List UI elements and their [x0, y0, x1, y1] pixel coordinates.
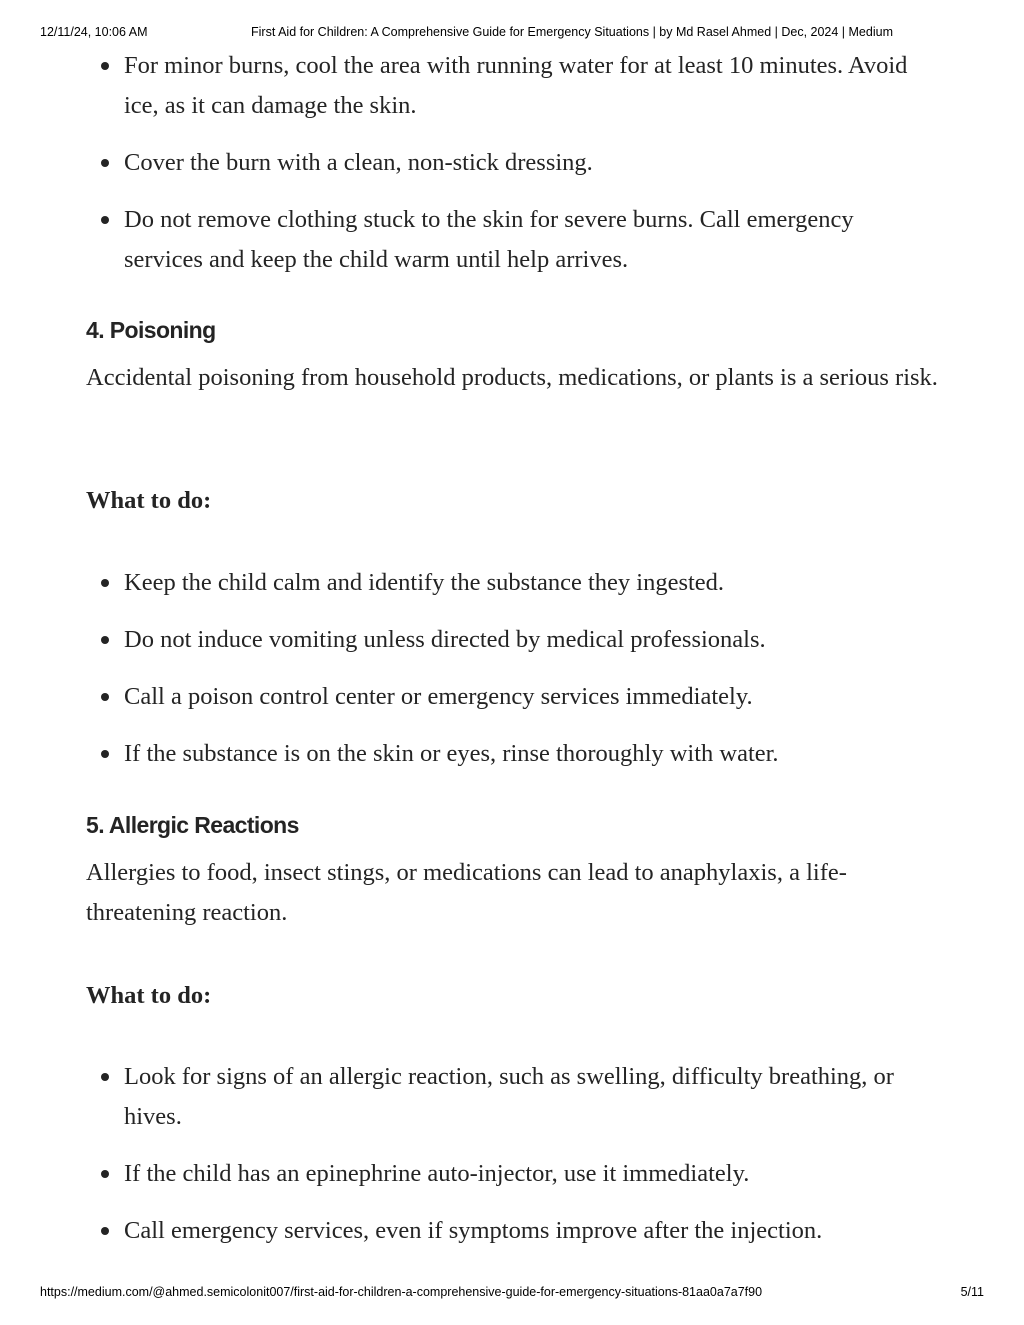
- bullet-icon: [101, 1227, 109, 1235]
- list-item-text: Look for signs of an allergic reaction, such as swelling, difficulty breathing, or hives.: [124, 1063, 894, 1130]
- bullet-icon: [101, 750, 109, 758]
- bullet-icon: [101, 579, 109, 587]
- list-item-text: Keep the child calm and identify the substance they ingested.: [124, 569, 725, 596]
- list-item-text: If the substance is on the skin or eyes, rinse thoroughly with water.: [124, 740, 779, 767]
- poisoning-intro: Accidental poisoning from household products, medications, or plants is a serious risk.: [86, 364, 938, 391]
- bullet-icon: [101, 62, 109, 70]
- list-item-text: Do not induce vomiting unless directed by medical professionals.: [124, 626, 766, 653]
- allergic-intro: Allergies to food, insect stings, or medications can lead to anaphylaxis, a life-threatening reaction.: [86, 859, 847, 926]
- list-item-text: If the child has an epinephrine auto-injector, use it immediately.: [124, 1160, 750, 1187]
- bullet-icon: [101, 636, 109, 644]
- poisoning-what-to-do: What to do:: [86, 487, 212, 514]
- print-footer: [0, 1285, 1024, 1301]
- bullet-icon: [101, 693, 109, 701]
- list-item-text: Call a poison control center or emergency services immediately.: [124, 683, 753, 710]
- print-header: [0, 25, 1024, 41]
- list-item-text: Do not remove clothing stuck to the skin for severe burns. Call emergency services and keep the child warm until help arrives.: [124, 206, 854, 273]
- list-item-text: For minor burns, cool the area with running water for at least 10 minutes. Avoid ice, as it can damage the skin.: [124, 52, 908, 119]
- bullet-icon: [101, 1170, 109, 1178]
- bullet-icon: [101, 216, 109, 224]
- print-datetime: 12/11/24, 10:06 AM: [40, 25, 148, 39]
- print-url: https://medium.com/@ahmed.semicolonit007/first-aid-for-children-a-comprehensive-guide-for-emergency-situations-81aa0a7a7f90: [40, 1285, 763, 1299]
- list-item-text: Cover the burn with a clean, non-stick dressing.: [124, 149, 593, 176]
- list-item-text: Call emergency services, even if symptoms improve after the injection.: [124, 1217, 823, 1244]
- bullet-icon: [101, 159, 109, 167]
- page-number: 5/11: [960, 1285, 984, 1299]
- section-heading-allergic-reactions: 5. Allergic Reactions: [86, 812, 299, 838]
- bullet-icon: [101, 1073, 109, 1081]
- print-page-title: First Aid for Children: A Comprehensive Guide for Emergency Situations | by Md Rasel Ahmed | Dec, 2024 | Medium: [251, 25, 893, 39]
- section-heading-poisoning: 4. Poisoning: [86, 317, 216, 343]
- allergic-what-to-do: What to do:: [86, 982, 212, 1009]
